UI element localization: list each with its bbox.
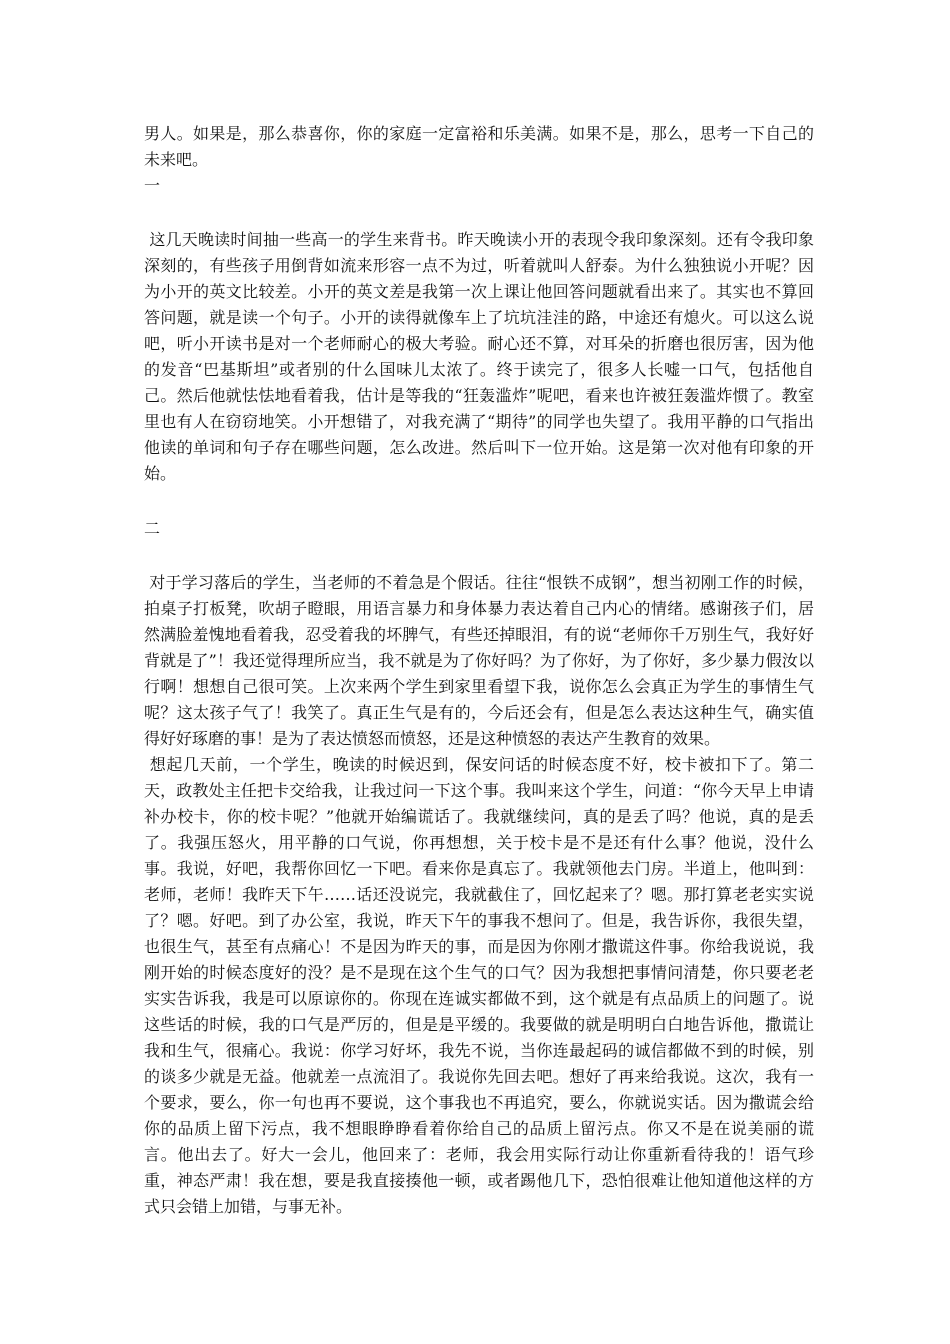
spacer	[144, 487, 814, 516]
section-heading-1: 一	[144, 176, 161, 195]
section-2-paragraph-1: 对于学习落后的学生，当老师的不着急是个假话。往往“恨铁不成钢”，想当初刚工作的时候，拍桌子打板凳，吹胡子瞪眼，用语言暴力和身体暴力表达着自己内心的情绪。感谢孩子们，居然满脸羞愧地看着我，忍受着我的坏脾气，有些还掉眼泪，有的说“老师你千万别生气，我好好背就是了”！我还觉得理所应当，我不就是为了你好吗？为了你好，为了你好，多少暴力假汝以行啊！想想自己很可笑。上次来两个学生到家里看望下我，说你怎么会真正为学生的事情生气呢？这太孩子气了！我笑了。真正生气是有的，今后还会有，但是怎么表达这种生气，确实值得好好琢磨的事！是为了表达愤怒而愤怒，还是这种愤怒的表达产生教育的效果。	[144, 573, 814, 748]
spacer	[144, 199, 814, 227]
section-2-paragraph-2: 想起几天前，一个学生，晚读的时候迟到，保安问话的时候态度不好，校卡被扣下了。第二天，政教处主任把卡交给我，让我过问一下这个事。我叫来这个学生，问道：“你今天早上申请补办校卡，你的校卡呢？”他就开始编谎话了。我就继续问，真的是丢了吗？他说，真的是丢了。我强压怒火，用平静的口气说，你再想想，关于校卡是不是还有什么事？他说，没什么事。我说，好吧，我帮你回忆一下吧。看来你是真忘了。我就领他去门房。半道上，他叫到：老师，老师！我昨天下午……话还没说完，我就截住了，回忆起来了？嗯。那打算老老实实说了？嗯。好吧。到了办公室，我说，昨天下午的事我不想问了。但是，我告诉你，我很失望，也很生气，甚至有点痛心！不是因为昨天的事，而是因为你刚才撒谎这件事。你给我说说，我刚开始的时候态度好的没？是不是现在这个生气的口气？因为我想把事情问清楚，你只要老老实实告诉我，我是可以原谅你的。你现在连诚实都做不到，这个就是有点品质上的问题了。说这些话的时候，我的口气是严厉的，但是是平缓的。我要做的就是明明白白地告诉他，撒谎让我和生气，很痛心。我说：你学习好坏，我先不说，当你连最起码的诚信都做不到的时候，别的谈多少就是无益。他就差一点流泪了。我说你先回去吧。想好了再来给我说。这次，我有一个要求，要么，你一句也再不要说，这个事我也不再追究，要么，你就说实话。因为撒谎会给你的品质上留下污点，我不想眼睁睁看着你给自己的品质上留污点。你又不是在说美丽的谎言。他出去了。好大一会儿，他回来了：老师，我会用实际行动让你重新看待我的！语气珍重，神态严肃！我在想，要是我直接揍他一顿，或者踢他几下，恐怕很难让他知道他这样的方式只会错上加错，与事无补。	[144, 755, 814, 1216]
section-heading-2: 二	[144, 519, 161, 538]
document-page	[144, 121, 814, 1220]
intro-paragraph: 男人。如果是，那么恭喜你，你的家庭一定富裕和乐美满。如果不是，那么，思考一下自己的未来吧。	[144, 124, 814, 169]
section-1-paragraph: 这几天晚读时间抽一些高一的学生来背书。昨天晚读小开的表现令我印象深刻。还有令我印象深刻的，有些孩子用倒背如流来形容一点不为过，听着就叫人舒泰。为什么独独说小开呢？因为小开的英文比较差。小开的英文差是我第一次上课让他回答问题就看出来了。其实也不算回答问题，就是读一个句子。小开的读得就像车上了坑坑洼洼的路，中途还有熄火。可以这么说吧，听小开读书是对一个老师耐心的极大考验。耐心还不算，对耳朵的折磨也很厉害，因为他的发音“巴基斯坦”或者别的什么国味儿太浓了。终于读完了，很多人长嘘一口气，包括他自己。然后他就怯怯地看着我，估计是等我的“狂轰滥炸”呢吧，看来也许被狂轰滥炸惯了。教室里也有人在窃窃地笑。小开想错了，对我充满了“期待”的同学也失望了。我用平静的口气指出他读的单词和句子存在哪些问题，怎么改进。然后叫下一位开始。这是第一次对他有印象的开始。	[144, 230, 814, 483]
spacer	[144, 542, 814, 570]
